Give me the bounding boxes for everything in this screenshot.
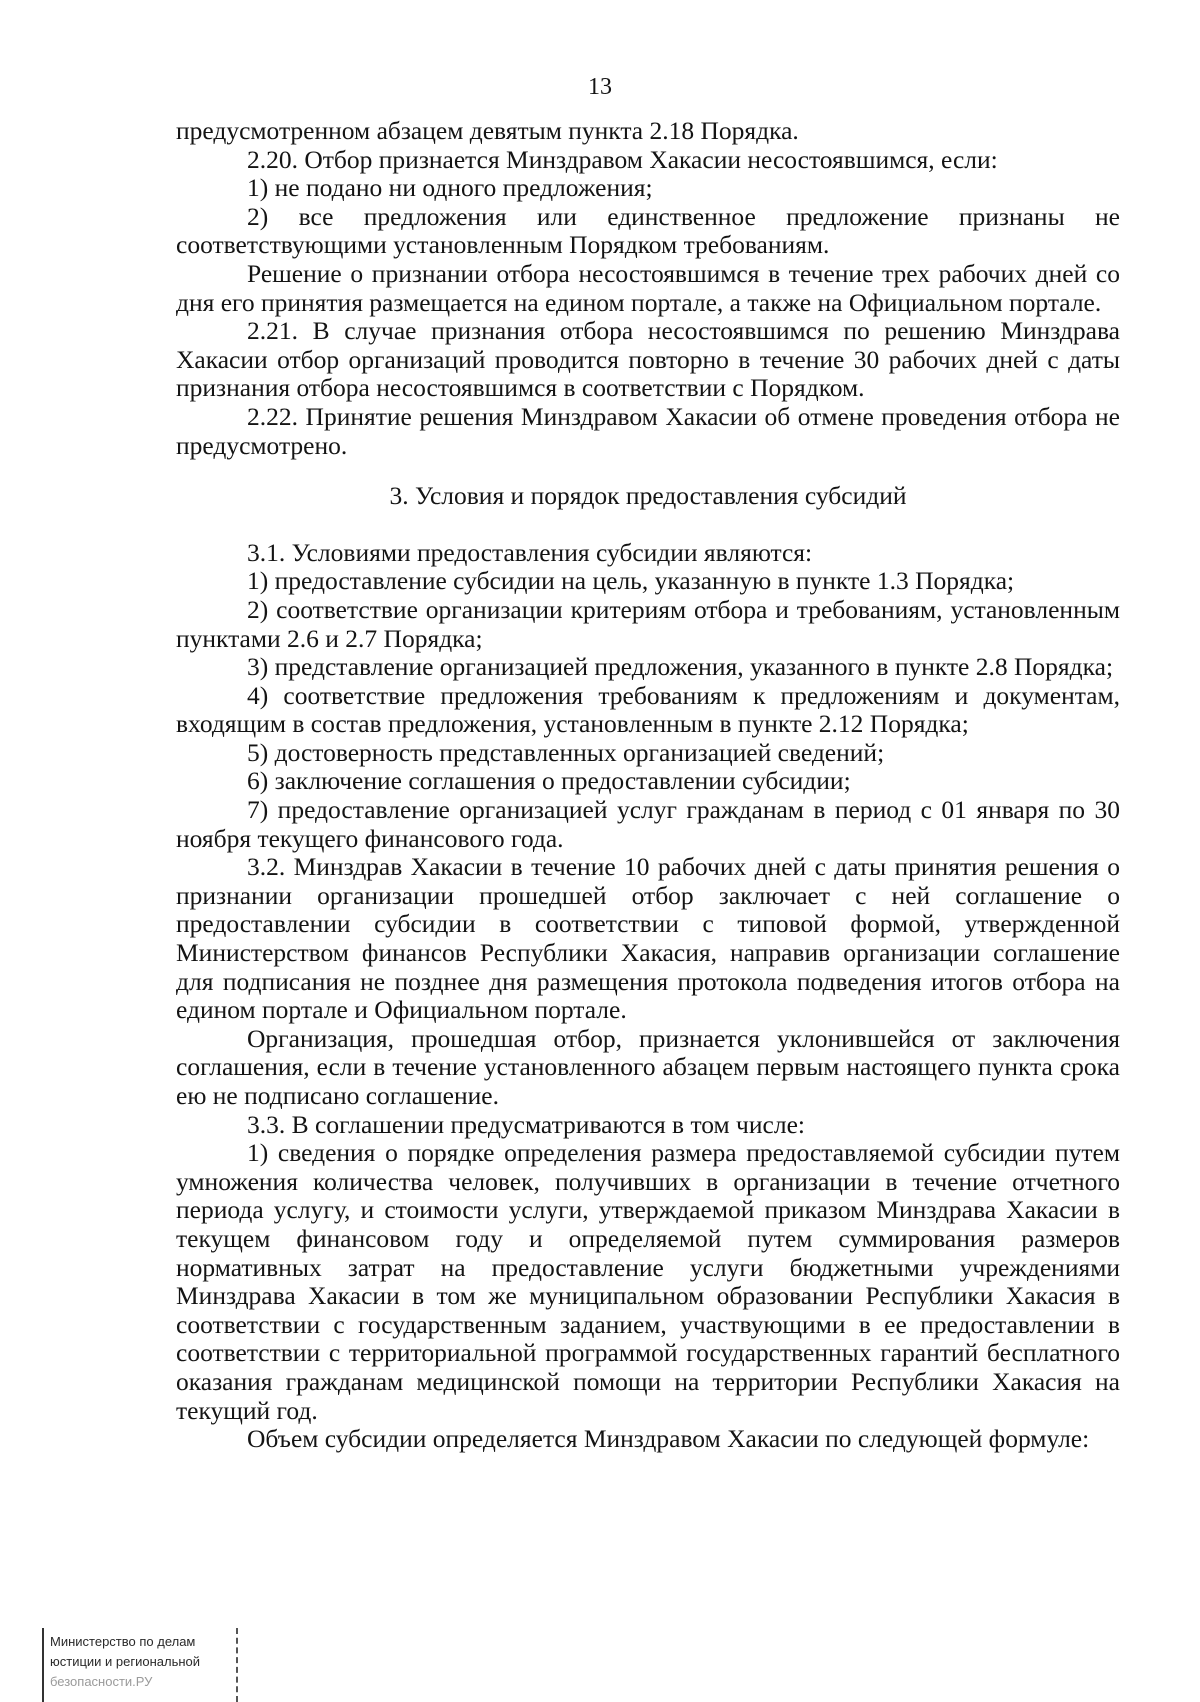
paragraph: 2) соответствие организации критериям отбора и требованиям, установленным пунктами 2.6 и 2.7 Порядка; bbox=[176, 594, 1120, 653]
paragraph: предусмотренном абзацем девятым пункта 2.18 Порядка. bbox=[176, 116, 799, 145]
paragraph: Организация, прошедшая отбор, признается уклонившейся от заключения соглашения, если в течение установленного абзацем первым настоящего пункта срока ею не подписано соглашение. bbox=[176, 1023, 1120, 1110]
section-heading: 3. Условия и порядок предоставления субсидий bbox=[389, 481, 907, 511]
paragraph: 2.22. Принятие решения Минздравом Хакасии об отмене проведения отбора не предусмотрено. bbox=[176, 401, 1120, 460]
paragraph: 3) представление организацией предложения, указанного в пункте 2.8 Порядка; bbox=[247, 652, 1114, 682]
paragraph: Объем субсидии определяется Минздравом Хакасии по следующей формуле: bbox=[247, 1424, 1090, 1454]
stamp-line: юстиции и региональной bbox=[50, 1654, 201, 1669]
document-body bbox=[176, 117, 1120, 1454]
paragraph: 3.1. Условиями предоставления субсидии являются: bbox=[247, 537, 813, 567]
paragraph: 2.21. В случае признания отбора несостоявшимся по решению Минздрава Хакасии отбор организаций проводится повторно в течение 30 рабочих дней с даты признания отбора несостоявшимся в соответствии с Порядком. bbox=[176, 316, 1120, 403]
paragraph: 6) заключение соглашения о предоставлении субсидии; bbox=[247, 766, 851, 796]
paragraph: 1) предоставление субсидии на цель, указанную в пункте 1.3 Порядка; bbox=[247, 566, 1015, 596]
paragraph: Решение о признании отбора несостоявшимся в течение трех рабочих дней со дня его принятия размещается на едином портале, а также на Официальном портале. bbox=[176, 258, 1120, 317]
paragraph: 4) соответствие предложения требованиям к предложениям и документам, входящим в состав предложения, установленным в пункте 2.12 Порядка; bbox=[176, 680, 1120, 739]
paragraph: 7) предоставление организацией услуг гражданам в период с 01 января по 30 ноября текущего финансового года. bbox=[176, 795, 1120, 853]
paragraph: 1) не подано ни одного предложения; bbox=[247, 173, 653, 203]
stamp-line: Министерство по делам bbox=[50, 1634, 196, 1649]
paragraph: 2) все предложения или единственное предложение признаны не соответствующими установленным Порядком требованиям. bbox=[176, 201, 1120, 260]
ministry-stamp bbox=[42, 1628, 238, 1702]
paragraph: 3.3. В соглашении предусматриваются в том числе: bbox=[247, 1109, 805, 1139]
paragraph: 3.2. Минздрав Хакасии в течение 10 рабочих дней с даты принятия решения о признании организации прошедшей отбор заключает с ней соглашение о предоставлении субсидии в соответствии с типовой формой, утвержденной Министерством финансов Республики Хакасия, направив организации соглашение для подписания не позднее дня размещения протокола подведения итогов отбора на едином портале и Официальном портале. bbox=[176, 852, 1120, 1025]
paragraph: 5) достоверность представленных организацией сведений; bbox=[247, 737, 885, 767]
paragraph: 2.20. Отбор признается Минздравом Хакасии несостоявшимся, если: bbox=[247, 144, 998, 174]
page-number: 13 bbox=[588, 74, 612, 100]
stamp-line: безопасности.РУ bbox=[50, 1674, 153, 1689]
paragraph: 1) сведения о порядке определения размера предоставляемой субсидии путем умножения количества человек, получивших в организации в течение отчетного периода услугу, и стоимости услуги, утверждаемой приказом Минздрава Хакасии в текущем финансовом году и определяемой путем суммирования размеров нормативных затрат на предоставление услуги бюджетными учреждениями Минздрава Хакасии в том же муниципальном образовании Республики Хакасия в соответствии с государственным заданием, участвующими в ее предоставлении в соответствии с территориальной программой государственных гарантий бесплатного оказания гражданам медицинской помощи на территории Республики Хакасия на текущий год. bbox=[176, 1138, 1120, 1425]
